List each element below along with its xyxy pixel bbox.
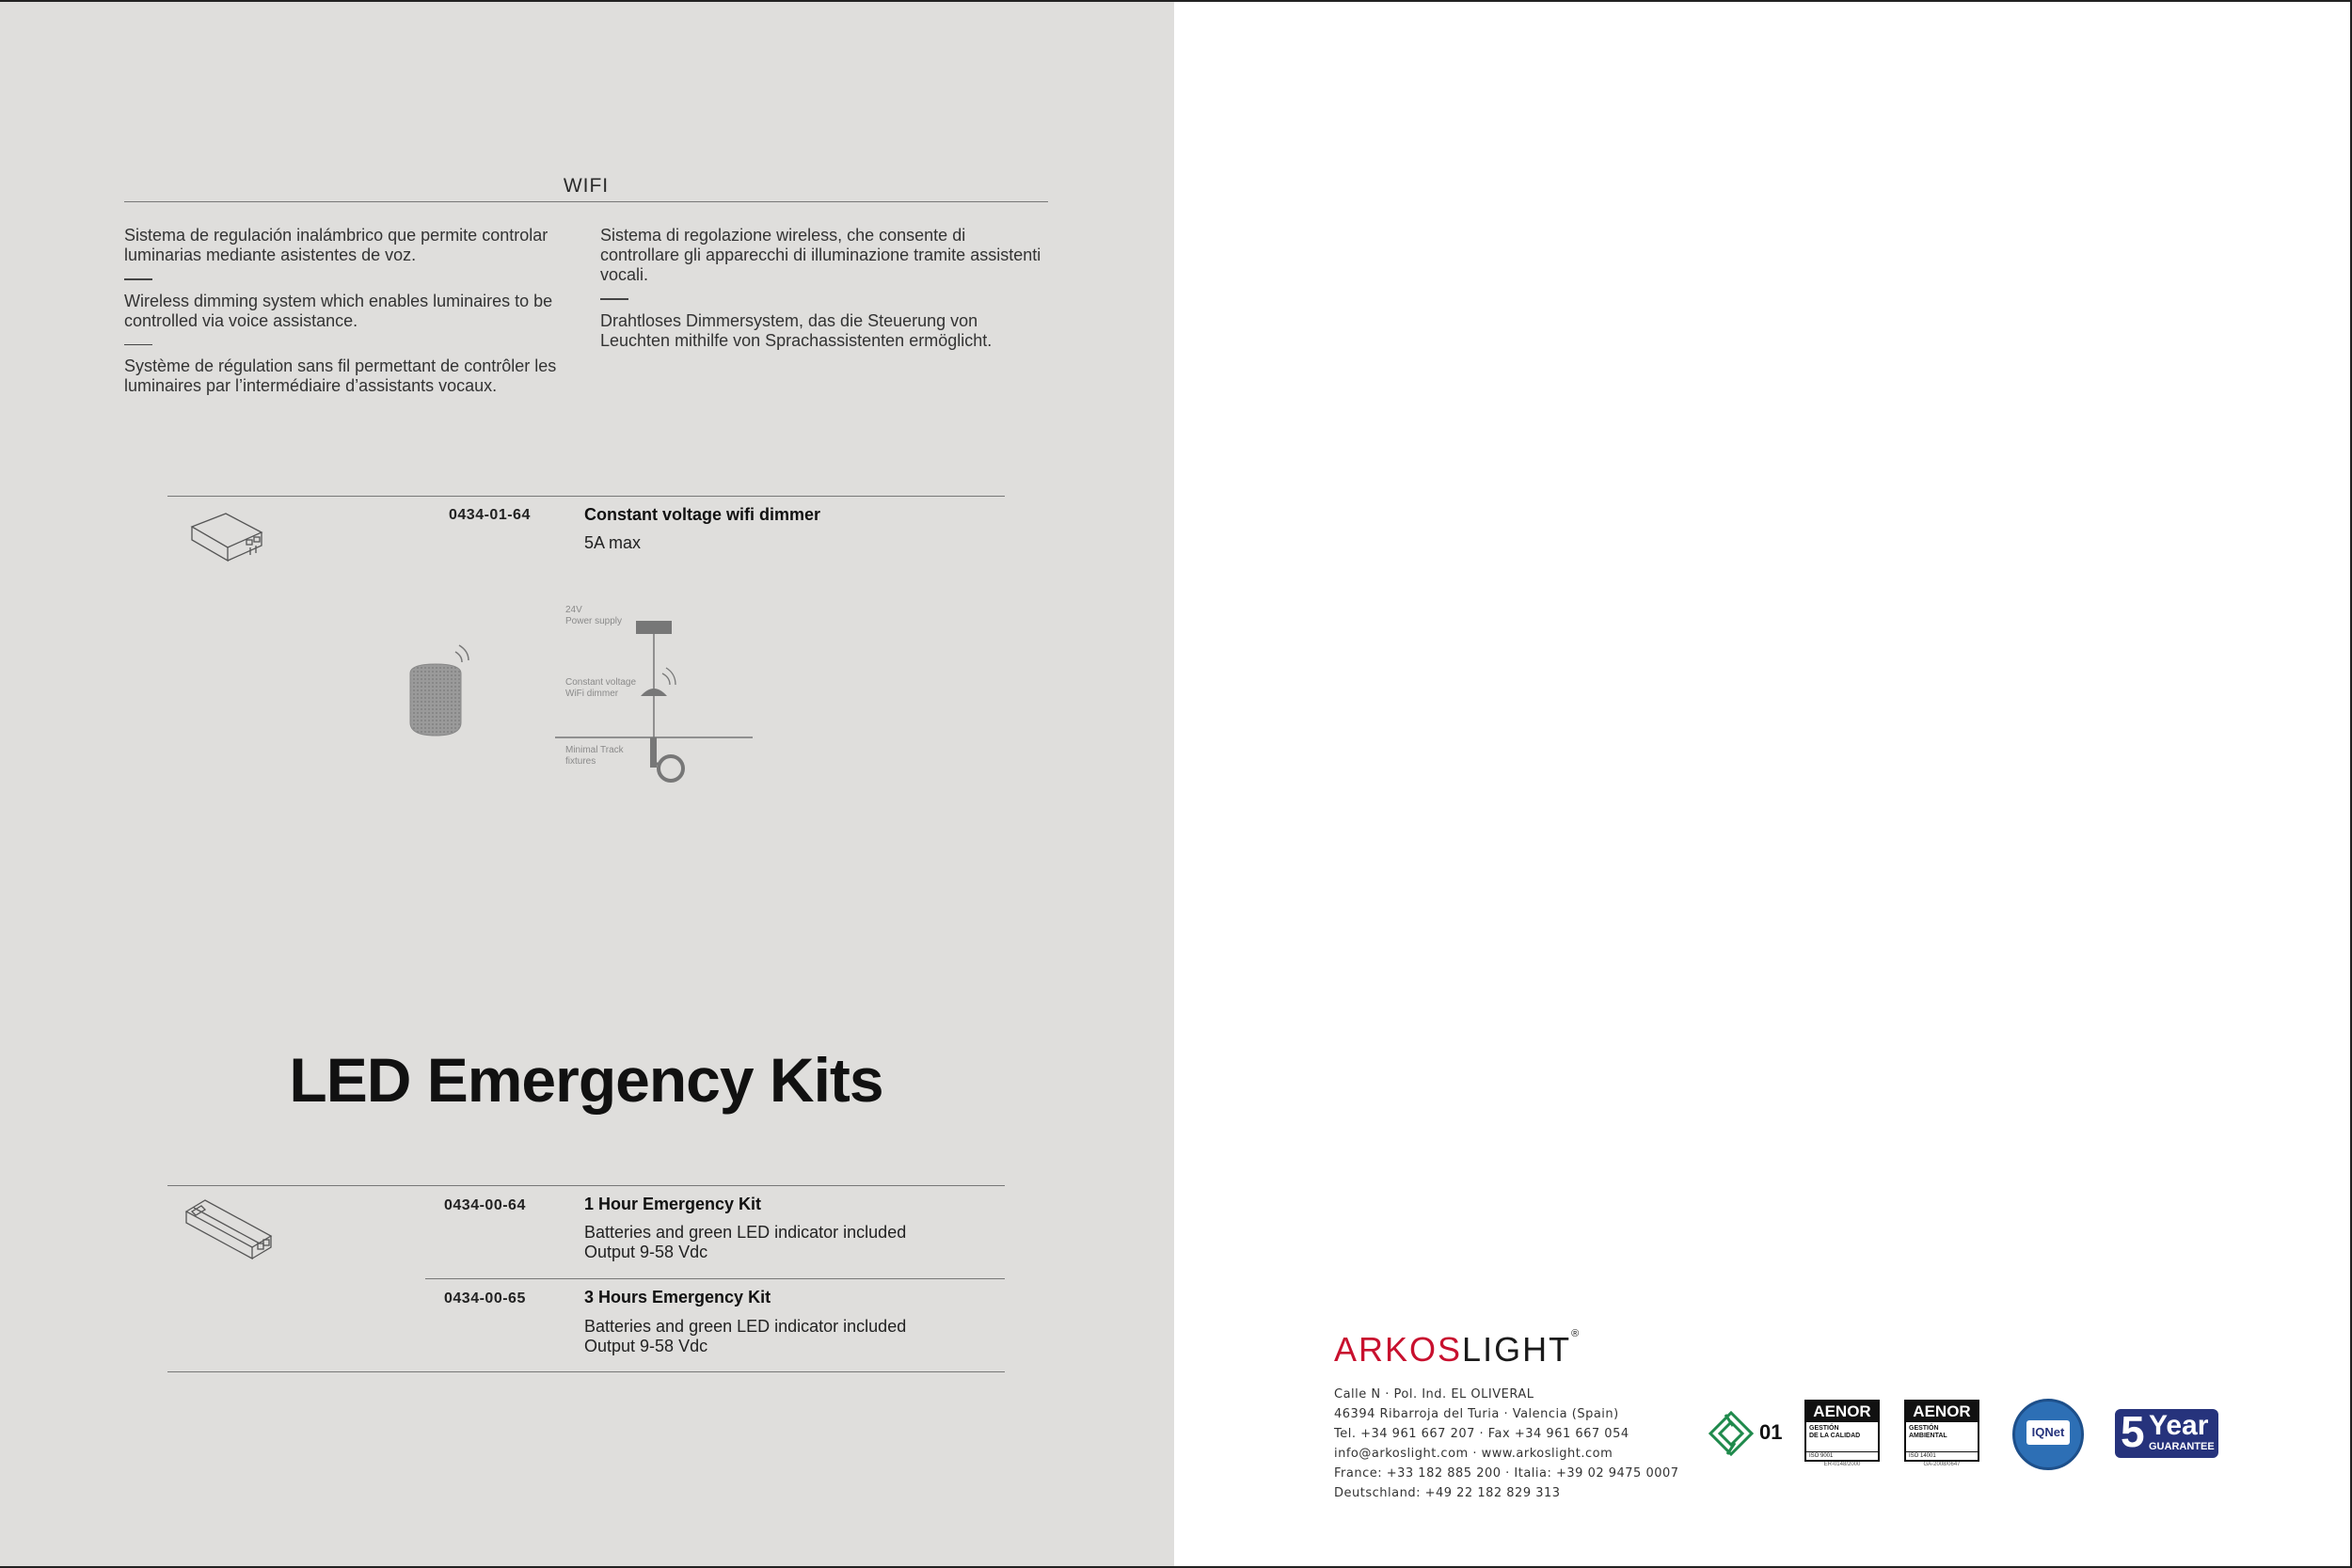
emergency-product-1-code: 0434-00-64 bbox=[444, 1197, 526, 1213]
emergency-row-divider bbox=[425, 1278, 1005, 1279]
label-line: fixtures bbox=[565, 756, 596, 767]
five-year-guarantee-badge bbox=[2115, 1409, 2218, 1458]
aenor-quality-badge bbox=[1804, 1400, 1880, 1462]
wifi-desc-de: Drahtloses Dimmersystem, das die Steuerung von Leuchten mithilfe von Sprachassistenten ermöglicht. bbox=[600, 310, 993, 350]
smart-speaker-icon bbox=[405, 636, 480, 739]
divider-dash bbox=[124, 278, 152, 280]
emergency-kit-product-image bbox=[183, 1195, 277, 1260]
iqnet-certified-seal bbox=[2012, 1399, 2084, 1470]
wifi-title-rule bbox=[124, 201, 1048, 202]
emergency-product-2-code: 0434-00-65 bbox=[444, 1291, 526, 1307]
desc-line: Batteries and green LED indicator included bbox=[584, 1223, 907, 1242]
aenor-sub bbox=[1906, 1422, 1978, 1443]
wifi-desc-es: Sistema de regulación inalámbrico que permite controlar luminarias mediante asistentes de voz. bbox=[124, 226, 548, 264]
diagram-power-supply-label bbox=[565, 605, 622, 627]
divider-dash bbox=[600, 298, 628, 300]
wifi-dimmer-product-image bbox=[188, 508, 267, 568]
aenor-sub-line: DE LA CALIDAD bbox=[1809, 1433, 1861, 1439]
address-line: Tel. +34 961 667 207 · Fax +34 961 667 054 bbox=[1334, 1427, 1629, 1441]
address-line: Calle N · Pol. Ind. EL OLIVERAL bbox=[1334, 1387, 1534, 1402]
aenor-environment-badge bbox=[1904, 1400, 1979, 1462]
diagram-track-label bbox=[565, 745, 624, 768]
divider-dash bbox=[124, 344, 152, 346]
emergency-product-2-desc bbox=[584, 1317, 906, 1356]
ek-certification-logo bbox=[1705, 1407, 1788, 1460]
emergency-product-1-name: 1 Hour Emergency Kit bbox=[584, 1195, 762, 1213]
registered-mark: ® bbox=[1571, 1328, 1581, 1339]
wifi-description-right bbox=[600, 226, 1042, 351]
label-line: Power supply bbox=[565, 616, 623, 626]
address-line: info@arkoslight.com · www.arkoslight.com bbox=[1334, 1447, 1613, 1461]
page-border-top bbox=[0, 0, 2352, 2]
wifi-product-desc: 5A max bbox=[584, 533, 642, 552]
aenor-standard: ISO 9001 bbox=[1806, 1451, 1878, 1460]
desc-line: Output 9-58 Vdc bbox=[584, 1337, 708, 1355]
ek-number: 01 bbox=[1759, 1420, 1783, 1444]
address-line: 46394 Ribarroja del Turia · Valencia (Spain) bbox=[1334, 1407, 1619, 1421]
guarantee-number: 5 bbox=[2121, 1409, 2145, 1456]
aenor-head: AENOR bbox=[1806, 1402, 1878, 1422]
aenor-sub-line: GESTIÓN bbox=[1809, 1425, 1839, 1432]
guarantee-word: Year bbox=[2149, 1410, 2209, 1441]
emergency-bottom-rule bbox=[167, 1371, 1005, 1372]
address-line: Deutschland: +49 22 182 829 313 bbox=[1334, 1486, 1561, 1500]
aenor-quality-cert bbox=[1804, 1400, 1880, 1475]
label-line: WiFi dimmer bbox=[565, 689, 619, 699]
wifi-product-name: Constant voltage wifi dimmer bbox=[584, 505, 821, 524]
wifi-product-code: 0434-01-64 bbox=[449, 507, 531, 523]
emergency-product-2-name: 3 Hours Emergency Kit bbox=[584, 1288, 771, 1307]
aenor-sub-line: GESTIÓN bbox=[1909, 1425, 1939, 1432]
company-address bbox=[1334, 1385, 1679, 1503]
emergency-product-1-desc bbox=[584, 1223, 906, 1262]
aenor-standard: ISO 14001 bbox=[1906, 1451, 1978, 1460]
logo-text-black: LIGHT bbox=[1462, 1330, 1572, 1369]
label-line: Constant voltage bbox=[565, 677, 637, 688]
diagram-dimmer-label bbox=[565, 677, 636, 700]
wifi-description-left bbox=[124, 226, 568, 396]
wifi-desc-it: Sistema di regolazione wireless, che consente di controllare gli apparecchi di illuminazione tramite assistenti vocali. bbox=[600, 226, 1041, 284]
wifi-desc-fr: Système de régulation sans fil permettant de contrôler les luminaires par l’intermédiaire d’assistants vocaux. bbox=[124, 356, 557, 395]
aenor-cert-number: ER-0148/2000 bbox=[1823, 1462, 1861, 1467]
aenor-environment-cert bbox=[1904, 1400, 1979, 1475]
wifi-section-title: WIFI bbox=[563, 175, 610, 197]
desc-line: Batteries and green LED indicator included bbox=[584, 1317, 907, 1336]
logo-text-red: ARKOS bbox=[1334, 1330, 1463, 1369]
label-line: Minimal Track bbox=[565, 745, 624, 755]
wifi-product-top-rule bbox=[167, 496, 1005, 497]
iqnet-label: IQNet bbox=[2026, 1420, 2070, 1445]
address-line: France: +33 182 885 200 · Italia: +39 02 9475 0007 bbox=[1334, 1466, 1679, 1481]
wifi-desc-en: Wireless dimming system which enables luminaires to be controlled via voice assistance. bbox=[124, 291, 553, 330]
arkoslight-logo bbox=[1334, 1330, 1581, 1370]
aenor-sub-line: AMBIENTAL bbox=[1909, 1433, 1947, 1439]
aenor-cert-number: GA-2008/0647 bbox=[1923, 1462, 1961, 1467]
emergency-top-rule bbox=[167, 1185, 1005, 1186]
guarantee-sub: GUARANTEE bbox=[2149, 1441, 2215, 1452]
aenor-sub bbox=[1806, 1422, 1878, 1443]
emergency-section-title: LED Emergency Kits bbox=[289, 1045, 883, 1115]
label-line: 24V bbox=[565, 605, 582, 615]
desc-line: Output 9-58 Vdc bbox=[584, 1243, 708, 1261]
aenor-head: AENOR bbox=[1906, 1402, 1978, 1422]
